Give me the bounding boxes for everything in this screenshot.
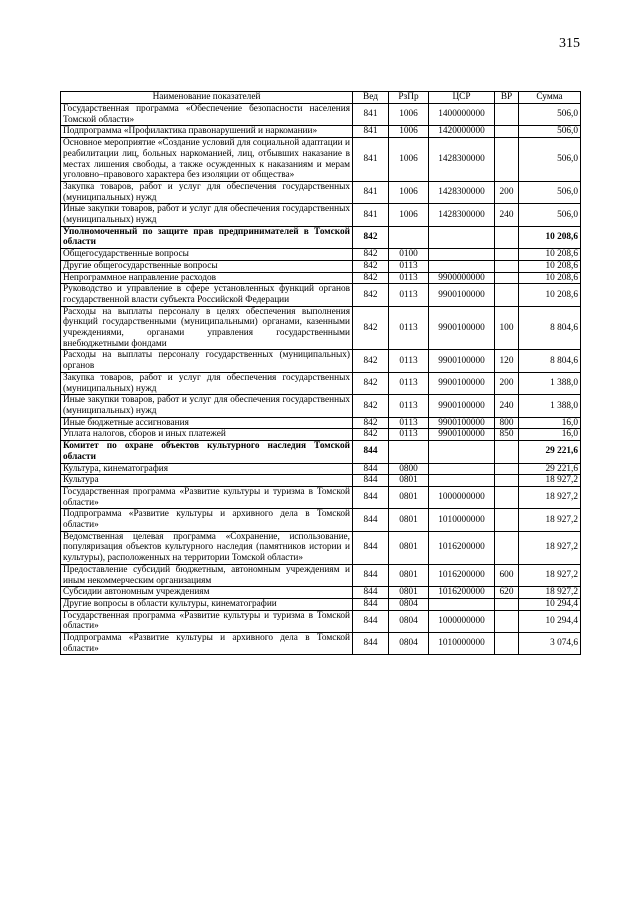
cell-ved: 842: [353, 395, 389, 417]
cell-ved: 844: [353, 475, 389, 487]
cell-sum: 506,0: [519, 181, 581, 203]
header-rzpr: РзПр: [389, 92, 429, 104]
cell-ved: 842: [353, 417, 389, 429]
cell-ved: 841: [353, 126, 389, 138]
cell-ved: 842: [353, 249, 389, 261]
cell-ved: 841: [353, 204, 389, 226]
table-row: [61, 564, 581, 586]
cell-ved: 842: [353, 350, 389, 372]
cell-ved: 844: [353, 610, 389, 632]
cell-name: Комитет по охране объектов культурного наследия Томской области: [61, 441, 353, 463]
cell-sum: 506,0: [519, 126, 581, 138]
header-vr: ВР: [495, 92, 519, 104]
cell-rzpr: 0113: [389, 260, 429, 272]
table-row: [61, 350, 581, 372]
cell-vr: [495, 249, 519, 261]
cell-sum: 506,0: [519, 104, 581, 126]
cell-sum: 3 074,6: [519, 633, 581, 655]
cell-ved: 844: [353, 441, 389, 463]
header-ved: Вед: [353, 92, 389, 104]
cell-name: Уплата налогов, сборов и иных платежей: [61, 429, 353, 441]
table-row: [61, 531, 581, 564]
cell-sum: 8 804,6: [519, 306, 581, 350]
cell-ved: 844: [353, 598, 389, 610]
cell-name: Иные закупки товаров, работ и услуг для обеспечения государственных (муниципальных) нужд: [61, 204, 353, 226]
cell-sum: 18 927,2: [519, 486, 581, 508]
cell-ved: 842: [353, 226, 389, 248]
table-row: [61, 429, 581, 441]
cell-vr: [495, 260, 519, 272]
cell-csr: 1420000000: [429, 126, 495, 138]
cell-csr: 1010000000: [429, 633, 495, 655]
cell-name: Закупка товаров, работ и услуг для обеспечения государственных (муниципальных) нужд: [61, 181, 353, 203]
cell-name: Закупка товаров, работ и услуг для обеспечения государственных (муниципальных) нужд: [61, 372, 353, 394]
cell-sum: 10 208,6: [519, 272, 581, 284]
table-row: [61, 138, 581, 182]
cell-ved: 844: [353, 633, 389, 655]
cell-ved: 844: [353, 509, 389, 531]
table-header-row: [61, 92, 581, 104]
cell-ved: 842: [353, 429, 389, 441]
cell-sum: 10 208,6: [519, 284, 581, 306]
cell-csr: [429, 260, 495, 272]
cell-vr: 850: [495, 429, 519, 441]
cell-vr: 100: [495, 306, 519, 350]
cell-name: Общегосударственные вопросы: [61, 249, 353, 261]
cell-sum: 29 221,6: [519, 441, 581, 463]
cell-sum: 18 927,2: [519, 509, 581, 531]
table-row: [61, 372, 581, 394]
cell-csr: [429, 226, 495, 248]
cell-name: Подпрограмма «Развитие культуры и архивного дела в Томской области»: [61, 509, 353, 531]
cell-rzpr: [389, 441, 429, 463]
table-row: [61, 181, 581, 203]
cell-vr: [495, 272, 519, 284]
cell-ved: 841: [353, 181, 389, 203]
cell-ved: 841: [353, 104, 389, 126]
table-row: [61, 395, 581, 417]
cell-rzpr: 1006: [389, 181, 429, 203]
cell-csr: 9900100000: [429, 284, 495, 306]
cell-rzpr: 1006: [389, 138, 429, 182]
cell-name: Уполномоченный по защите прав предпринимателей в Томской области: [61, 226, 353, 248]
cell-rzpr: 1006: [389, 126, 429, 138]
cell-csr: 9900100000: [429, 395, 495, 417]
cell-csr: [429, 475, 495, 487]
cell-name: Государственная программа «Обеспечение безопасности населения Томской области»: [61, 104, 353, 126]
table-row: [61, 441, 581, 463]
cell-name: Расходы на выплаты персоналу государственных (муниципальных) органов: [61, 350, 353, 372]
cell-rzpr: 0113: [389, 372, 429, 394]
cell-sum: 10 294,4: [519, 610, 581, 632]
table-row: [61, 249, 581, 261]
cell-vr: 800: [495, 417, 519, 429]
cell-vr: [495, 441, 519, 463]
cell-name: Ведомственная целевая программа «Сохранение, использование, популяризация объектов культурного наследия (памятников истории и культуры), расположенных на территории Томской области»: [61, 531, 353, 564]
cell-rzpr: 0804: [389, 610, 429, 632]
table-row: [61, 598, 581, 610]
cell-sum: 16,0: [519, 417, 581, 429]
cell-rzpr: 0801: [389, 531, 429, 564]
cell-name: Другие общегосударственные вопросы: [61, 260, 353, 272]
cell-name: Иные закупки товаров, работ и услуг для обеспечения государственных (муниципальных) нужд: [61, 395, 353, 417]
table-body: [61, 104, 581, 655]
cell-ved: 844: [353, 486, 389, 508]
cell-csr: 9900100000: [429, 372, 495, 394]
cell-name: Государственная программа «Развитие культуры и туризма в Томской области»: [61, 610, 353, 632]
cell-name: Культура, кинематография: [61, 463, 353, 475]
cell-csr: 1016200000: [429, 564, 495, 586]
cell-ved: 842: [353, 272, 389, 284]
cell-csr: 1016200000: [429, 587, 495, 599]
cell-sum: 10 208,6: [519, 226, 581, 248]
cell-rzpr: 0804: [389, 598, 429, 610]
cell-rzpr: 0113: [389, 429, 429, 441]
cell-rzpr: 1006: [389, 104, 429, 126]
cell-sum: 16,0: [519, 429, 581, 441]
cell-sum: 10 208,6: [519, 249, 581, 261]
cell-sum: 506,0: [519, 138, 581, 182]
cell-name: Руководство и управление в сфере установленных функций органов государственной власти субъекта Российской Федерации: [61, 284, 353, 306]
cell-vr: 240: [495, 204, 519, 226]
cell-vr: 620: [495, 587, 519, 599]
cell-rzpr: 0801: [389, 509, 429, 531]
budget-table: [60, 91, 581, 655]
cell-name: Основное мероприятие «Создание условий для социальной адаптации и реабилитации лиц, больных наркоманией, лиц, отбывших наказание в местах лишения свободы, а также осужденных к наказаниям и мерам уголовно–правового характера без изоляции от общества»: [61, 138, 353, 182]
cell-ved: 842: [353, 284, 389, 306]
cell-rzpr: 0804: [389, 633, 429, 655]
cell-csr: [429, 463, 495, 475]
cell-name: Субсидии автономным учреждениям: [61, 587, 353, 599]
header-name: Наименование показателей: [61, 92, 353, 104]
cell-csr: 9900100000: [429, 306, 495, 350]
cell-vr: [495, 104, 519, 126]
cell-sum: 8 804,6: [519, 350, 581, 372]
cell-csr: [429, 249, 495, 261]
cell-ved: 841: [353, 138, 389, 182]
table-row: [61, 272, 581, 284]
cell-ved: 844: [353, 531, 389, 564]
cell-rzpr: 0800: [389, 463, 429, 475]
table-row: [61, 475, 581, 487]
cell-csr: 9900100000: [429, 350, 495, 372]
cell-csr: [429, 441, 495, 463]
cell-csr: 1000000000: [429, 610, 495, 632]
table-row: [61, 126, 581, 138]
cell-vr: [495, 284, 519, 306]
cell-name: Иные бюджетные ассигнования: [61, 417, 353, 429]
table-row: [61, 417, 581, 429]
header-csr: ЦСР: [429, 92, 495, 104]
table-row: [61, 260, 581, 272]
cell-vr: [495, 138, 519, 182]
cell-rzpr: 0801: [389, 475, 429, 487]
cell-name: Подпрограмма «Профилактика правонарушений и наркомании»: [61, 126, 353, 138]
table-row: [61, 284, 581, 306]
cell-rzpr: 0801: [389, 486, 429, 508]
cell-ved: 842: [353, 306, 389, 350]
cell-rzpr: 0113: [389, 350, 429, 372]
cell-sum: 18 927,2: [519, 475, 581, 487]
cell-csr: [429, 598, 495, 610]
cell-ved: 844: [353, 564, 389, 586]
cell-sum: 18 927,2: [519, 531, 581, 564]
cell-rzpr: 0100: [389, 249, 429, 261]
cell-rzpr: 0801: [389, 564, 429, 586]
cell-csr: 9900100000: [429, 417, 495, 429]
cell-vr: 120: [495, 350, 519, 372]
cell-sum: 18 927,2: [519, 564, 581, 586]
cell-vr: 240: [495, 395, 519, 417]
cell-sum: 18 927,2: [519, 587, 581, 599]
page-number: 315: [559, 36, 580, 51]
cell-sum: 506,0: [519, 204, 581, 226]
table-row: [61, 587, 581, 599]
cell-csr: 9900100000: [429, 429, 495, 441]
cell-csr: 1400000000: [429, 104, 495, 126]
cell-name: Государственная программа «Развитие культуры и туризма в Томской области»: [61, 486, 353, 508]
cell-rzpr: 0113: [389, 284, 429, 306]
cell-ved: 844: [353, 463, 389, 475]
cell-vr: [495, 486, 519, 508]
table-row: [61, 463, 581, 475]
header-sum: Сумма: [519, 92, 581, 104]
cell-csr: 1000000000: [429, 486, 495, 508]
cell-rzpr: 1006: [389, 204, 429, 226]
cell-vr: [495, 610, 519, 632]
cell-csr: 1016200000: [429, 531, 495, 564]
table-row: [61, 633, 581, 655]
cell-rzpr: [389, 226, 429, 248]
cell-vr: 200: [495, 372, 519, 394]
table-row: [61, 486, 581, 508]
cell-rzpr: 0113: [389, 395, 429, 417]
cell-vr: [495, 509, 519, 531]
cell-vr: [495, 598, 519, 610]
cell-ved: 842: [353, 260, 389, 272]
cell-vr: [495, 226, 519, 248]
cell-vr: [495, 475, 519, 487]
table-row: [61, 204, 581, 226]
cell-sum: 1 388,0: [519, 395, 581, 417]
cell-vr: 600: [495, 564, 519, 586]
table-row: [61, 104, 581, 126]
table-row: [61, 226, 581, 248]
cell-name: Другие вопросы в области культуры, кинематографии: [61, 598, 353, 610]
cell-vr: [495, 633, 519, 655]
cell-csr: 1428300000: [429, 204, 495, 226]
cell-vr: 200: [495, 181, 519, 203]
table-row: [61, 610, 581, 632]
cell-vr: [495, 463, 519, 475]
cell-csr: 1010000000: [429, 509, 495, 531]
cell-rzpr: 0801: [389, 587, 429, 599]
cell-vr: [495, 126, 519, 138]
cell-sum: 1 388,0: [519, 372, 581, 394]
cell-name: Расходы на выплаты персоналу в целях обеспечения выполнения функций государственными (муниципальными) органами, казенными учреждениями, органами управления государственными внебюджетными фондами: [61, 306, 353, 350]
table-row: [61, 509, 581, 531]
cell-sum: 10 294,4: [519, 598, 581, 610]
table-row: [61, 306, 581, 350]
cell-sum: 29 221,6: [519, 463, 581, 475]
cell-name: Непрограммное направление расходов: [61, 272, 353, 284]
cell-name: Предоставление субсидий бюджетным, автономным учреждениям и иным некоммерческим организациям: [61, 564, 353, 586]
cell-csr: 1428300000: [429, 181, 495, 203]
cell-name: Культура: [61, 475, 353, 487]
cell-rzpr: 0113: [389, 306, 429, 350]
cell-ved: 842: [353, 372, 389, 394]
cell-rzpr: 0113: [389, 417, 429, 429]
cell-name: Подпрограмма «Развитие культуры и архивного дела в Томской области»: [61, 633, 353, 655]
cell-vr: [495, 531, 519, 564]
cell-rzpr: 0113: [389, 272, 429, 284]
cell-csr: 9900000000: [429, 272, 495, 284]
cell-ved: 844: [353, 587, 389, 599]
cell-sum: 10 208,6: [519, 260, 581, 272]
cell-csr: 1428300000: [429, 138, 495, 182]
